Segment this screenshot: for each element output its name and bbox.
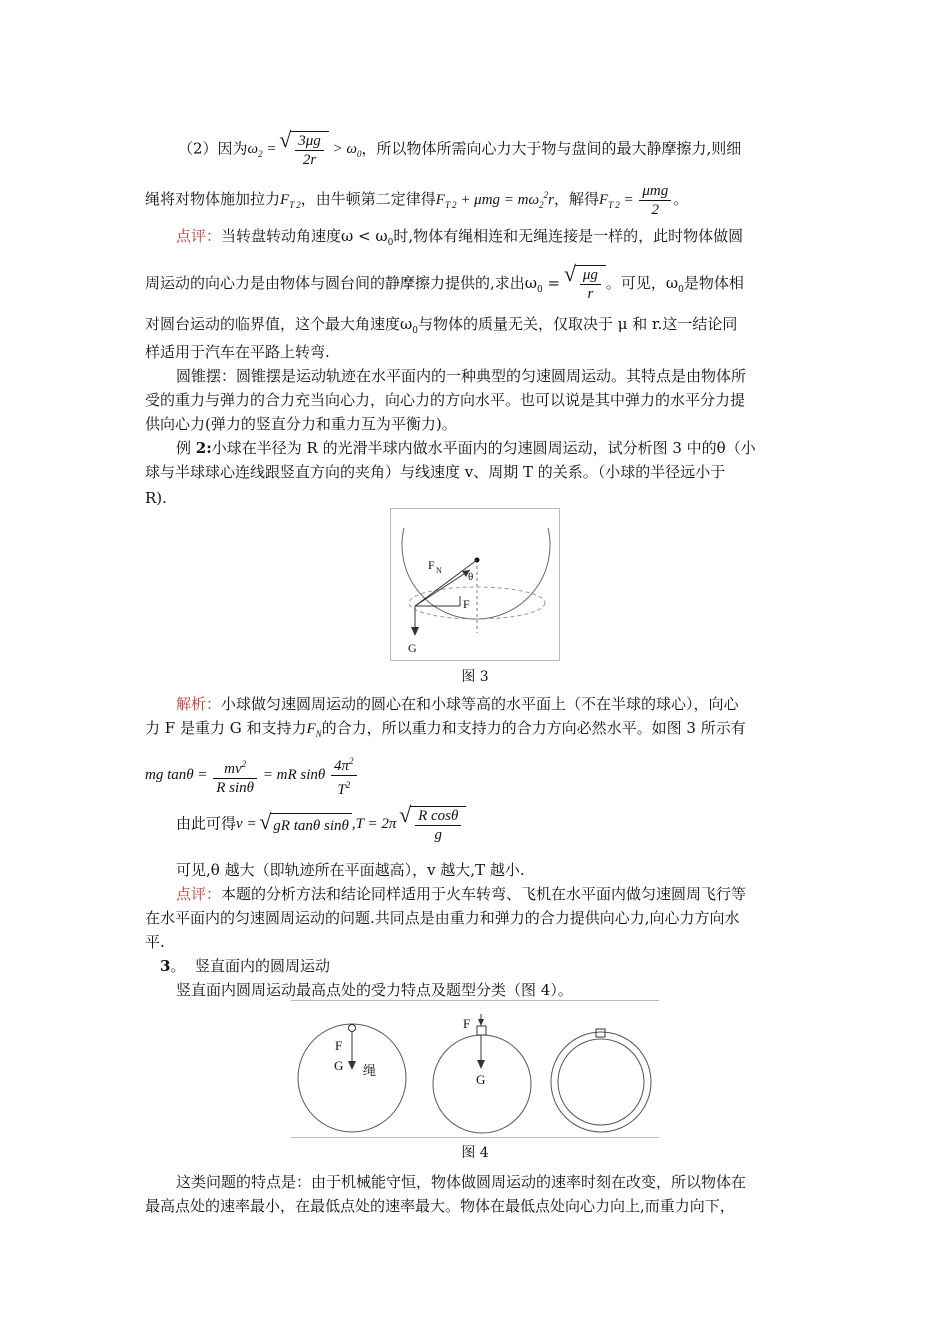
comment-1-line-1: 点评：当转盘转动角速度$\omega < \omega_0$时,物体有绳相连和无绳连接是一样的，此时物体做圆	[176, 227, 744, 248]
figure-3-caption: 图 3	[461, 669, 489, 685]
para-2: 绳将对物体施加拉力$F_{T 2}$，由牛顿第二定律得$F_{T 2} + \mu mg = m\omega_2^2r$，解得$F_{T 2}$ = $\frac{\text{μmg}}{2}$ 。	[145, 183, 689, 218]
comment-2-line-3: 平.	[145, 933, 165, 951]
section-3-intro: 竖直面内圆周运动最高点处的受力特点及题型分类（图 4）。	[176, 981, 573, 999]
fig3-label-theta: θ	[468, 571, 474, 583]
fig3-label-g: G	[408, 641, 417, 655]
cone-line-2: 受的重力与弹力的合力充当向心力，向心力的方向水平。也可以说是其中弹力的水平分力提	[145, 391, 746, 409]
analysis-conclusion: 可见,θ 越大（即轨迹所在平面越高），v 越大,T 越小.	[176, 861, 525, 879]
fig3-label-fn: F	[428, 558, 435, 572]
fig4-label-f2: F	[463, 1016, 471, 1031]
closing-line-2: 最高点处的速率最小，在最低点处的速率最大。物体在最低点处向心力向上,而重力向下，	[145, 1197, 735, 1215]
analysis-line-2: 力 F 是重力 G 和支持力$F_N$的合力，所以重力和支持力的合力方向必然水平。如图 3 所示有	[145, 719, 746, 739]
analysis-line-1: 解析：小球做匀速圆周运动的圆心在和小球等高的水平面上（不在半球的球心），向心	[176, 695, 739, 713]
figure-4-vertical-circle-diagram	[291, 1000, 659, 1138]
example-2-line-3: R).	[145, 489, 167, 507]
cone-line-1: 圆锥摆：圆锥摆是运动轨迹在水平面内的一种典型的匀速圆周运动。其特点是由物体所	[176, 367, 747, 385]
fig3-label-fn-sub: N	[436, 566, 442, 575]
figure-4-caption: 图 4	[461, 1145, 489, 1161]
closing-line-1: 这类问题的特点是：由于机械能守恒，物体做圆周运动的速率时刻在改变，所以物体在	[176, 1173, 747, 1191]
cone-line-3: 供向心力(弹力的竖直分力和重力互为平衡力)。	[145, 415, 457, 433]
fig4-label-g1: G	[334, 1058, 344, 1073]
analysis-equation-2: 由此可得v = √ gR tanθ sinθ ,T = 2π √ $\frac{\text{R cosθ}}{g}$	[176, 806, 841, 844]
figure-3-hemisphere-diagram	[390, 508, 560, 661]
para-1: （2）因为$\omega_2$ = √ $\frac{3\mu g}{2r}$ > $\omega_0$，所以物体所需向心力大于物与盘间的最大静摩擦力,则细	[178, 131, 843, 169]
comment-2-line-1: 点评：本题的分析方法和结论同样适用于火车转弯、飞机在水平面内做匀速圆周飞行等	[176, 885, 747, 903]
comment-1-line-4: 样适用于汽车在平路上转弯.	[145, 343, 330, 361]
comment-1-line-2: 周运动的向心力是由物体与圆台间的静摩擦力提供的,求出$\omega_0$ = √ $\frac{\mu g}{r}$ 。可见，$\omega_0$是物体相	[145, 265, 810, 303]
fig3-label-f: F	[463, 597, 470, 611]
comment-2-line-2: 在水平面内的匀速圆周运动的问题.共同点是由重力和弹力的合力提供向心力,向心力方向水	[145, 909, 740, 927]
section-3-heading: 3。 竖直面内的圆周运动	[160, 957, 331, 975]
fig4-label-f1: F	[335, 1038, 343, 1053]
fig4-label-rope: 绳	[363, 1063, 377, 1078]
example-2-line-2: 球与半球球心连线跟竖直方向的夹角）与线速度 v、周期 T 的关系。（小球的半径远小于	[145, 463, 726, 481]
fig4-label-g2: G	[476, 1072, 486, 1087]
example-2-line-1: 例 2:小球在半径为 R 的光滑半球内做水平面内的匀速圆周运动，试分析图 3 中的θ（小	[176, 439, 756, 457]
comment-1-line-3: 对圆台运动的临界值，这个最大角速度$\omega_0$与物体的质量无关，仅取决于 μ 和 r.这一结论同	[145, 315, 738, 336]
analysis-equation-1: mg tanθ = $\frac{mv^2}{\text{R sinθ}}$ = mR sinθ $\frac{4\pi^2}{T^2}$	[145, 752, 810, 799]
